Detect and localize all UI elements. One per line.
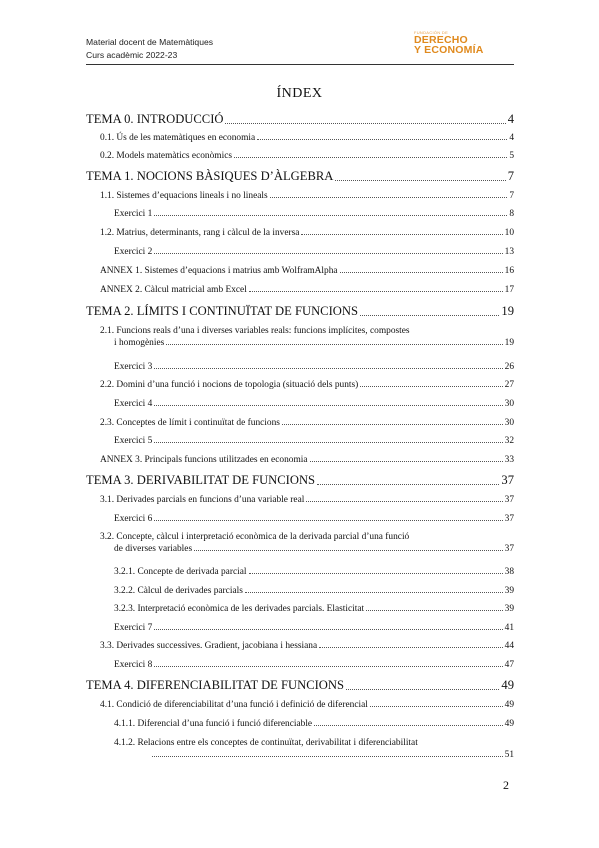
toc-entry-title: 3.3. Derivades successives. Gradient, jacobiana i hessiana <box>100 641 318 651</box>
toc-leader <box>319 647 503 648</box>
toc-leader <box>154 368 502 369</box>
header-course-title: Material docent de Matemàtiques <box>86 37 214 47</box>
toc-leader <box>310 461 503 462</box>
toc-entry[interactable] <box>86 285 514 295</box>
toc-entry-title: TEMA 3. DERIVABILITAT DE FUNCIONS <box>86 473 316 487</box>
toc-entry[interactable] <box>86 495 514 505</box>
toc-entry[interactable] <box>86 455 514 465</box>
toc-leader <box>154 666 502 667</box>
toc-leader <box>317 484 499 485</box>
toc-entry[interactable] <box>86 247 514 257</box>
document-header <box>86 36 213 62</box>
logo-line-1: DERECHO <box>414 34 468 46</box>
index-title: ÍNDEX <box>276 86 323 101</box>
toc-entry-page: 16 <box>504 266 514 276</box>
toc-entry-page: 37 <box>501 473 514 487</box>
toc-entry-page: 30 <box>504 418 514 428</box>
toc-leader <box>270 197 508 198</box>
toc-entry-title: 3.2.3. Interpretació econòmica de les derivades parcials. Elasticitat <box>114 604 365 614</box>
toc-entry-page: 30 <box>504 399 514 409</box>
toc-entry-title: Exercici 6 <box>114 514 153 524</box>
toc-entry-page: 10 <box>504 228 514 238</box>
toc-entry-page: 19 <box>504 338 514 348</box>
toc-leader <box>346 689 499 690</box>
toc-entry-title: 3.2. Concepte, càlcul i interpretació econòmica de la derivada parcial d’una funció <box>100 532 410 542</box>
toc-leader <box>249 573 503 574</box>
toc-entry-title: Exercici 3 <box>114 362 153 372</box>
toc-entry-title: Exercici 8 <box>114 660 153 670</box>
toc-entry[interactable] <box>86 473 514 488</box>
toc-entry[interactable] <box>86 660 514 670</box>
toc-entry[interactable] <box>86 399 514 409</box>
toc-entry-page: 33 <box>504 455 514 465</box>
toc-entry-title: 0.1. Ús de les matemàtiques en economia <box>100 133 256 143</box>
toc-entry[interactable] <box>86 641 514 651</box>
header-rule <box>86 64 514 65</box>
toc-entry[interactable] <box>86 678 514 693</box>
toc-entry-title: TEMA 0. INTRODUCCIÓ <box>86 112 224 126</box>
toc-entry-page: 19 <box>501 304 514 318</box>
toc-entry-title: 3.1. Derivades parcials en funcions d’una variable real <box>100 495 305 505</box>
toc-entry[interactable] <box>86 304 514 319</box>
toc-entry-title: Exercici 4 <box>114 399 153 409</box>
toc-entry[interactable] <box>86 623 514 633</box>
toc-leader <box>306 501 502 502</box>
toc-entry-title: 1.2. Matrius, determinants, rang i càlcul de la inversa <box>100 228 300 238</box>
toc-entry-page: 49 <box>501 678 514 692</box>
header-academic-year: Curs acadèmic 2022-23 <box>86 50 178 60</box>
toc-entry-title: ANNEX 3. Principals funcions utilitzades en economia <box>100 455 308 465</box>
toc-entry[interactable] <box>86 436 514 446</box>
toc-leader <box>249 291 503 292</box>
toc-entry-title: 4.1. Condició de diferenciabilitat d’una funció i definició de diferencial <box>100 700 368 710</box>
toc-leader <box>360 315 499 316</box>
toc-entry-title: Exercici 2 <box>114 247 153 257</box>
toc-entry[interactable] <box>86 191 514 201</box>
toc-entry[interactable] <box>86 380 514 390</box>
toc-leader <box>154 215 507 216</box>
toc-entry-title: 0.2. Models matemàtics econòmics <box>100 151 233 161</box>
toc-entry-page: 37 <box>504 514 514 524</box>
toc-entry[interactable] <box>86 586 514 596</box>
toc-entry-continuation <box>86 544 514 554</box>
toc-entry[interactable] <box>86 326 514 346</box>
toc-leader <box>152 756 503 757</box>
toc-leader <box>360 386 502 387</box>
toc-entry[interactable] <box>86 418 514 428</box>
toc-entry-title: ANNEX 1. Sistemes d’equacions i matrius amb WolframAlpha <box>100 266 338 276</box>
toc-entry-title: Exercici 1 <box>114 209 153 219</box>
page-number: 2 <box>503 778 509 792</box>
toc-entry-page: 39 <box>504 586 514 596</box>
toc-entry-page: 17 <box>504 285 514 295</box>
toc-entry-page: 5 <box>509 151 514 161</box>
toc-entry-page: 7 <box>509 191 514 201</box>
toc-entry-title: TEMA 1. NOCIONS BÀSIQUES D’ÀLGEBRA <box>86 169 334 183</box>
toc-entry-title: TEMA 2. LÍMITS I CONTINUÏTAT DE FUNCIONS <box>86 304 358 318</box>
toc-entry[interactable] <box>86 719 514 729</box>
toc-entry[interactable] <box>86 532 514 552</box>
logo-line-2: Y ECONOMÍA <box>414 44 484 56</box>
toc-leader <box>282 424 503 425</box>
toc-entry-page: 7 <box>507 169 514 183</box>
toc-leader <box>234 157 507 158</box>
toc-entry-title-cont: i homogènies <box>114 338 165 348</box>
toc-entry-title-cont: de diverses variables <box>114 544 193 554</box>
toc-entry-title: 2.1. Funcions reals d’una i diverses variables reals: funcions implícites, compostes <box>100 326 410 336</box>
toc-entry-title: 2.3. Conceptes de límit i continuïtat de funcions <box>100 418 280 428</box>
toc-leader <box>314 725 503 726</box>
toc-entry-page: 32 <box>504 436 514 446</box>
toc-entry[interactable] <box>86 209 514 219</box>
toc-entry[interactable] <box>86 567 514 577</box>
toc-entry[interactable] <box>86 362 514 372</box>
toc-entry[interactable] <box>86 133 514 143</box>
toc-leader <box>154 629 502 630</box>
toc-entry-title: 3.2.2. Càlcul de derivades parcials <box>114 586 243 596</box>
toc-leader <box>370 706 503 707</box>
toc-entry-page: 26 <box>504 362 514 372</box>
toc-entry-page: 41 <box>504 623 514 633</box>
toc-entry-page: 8 <box>509 209 514 219</box>
toc-entry[interactable] <box>86 151 514 161</box>
toc-entry-page: 39 <box>504 604 514 614</box>
toc-entry[interactable] <box>86 738 514 758</box>
toc-entry-page: 47 <box>504 660 514 670</box>
toc-leader <box>301 234 502 235</box>
toc-entry[interactable] <box>86 514 514 524</box>
toc-entry-page: 49 <box>504 700 514 710</box>
toc-leader <box>245 592 503 593</box>
foundation-logo <box>414 30 483 55</box>
toc-entry[interactable] <box>86 228 514 238</box>
toc-leader <box>166 344 502 345</box>
toc-entry-title: 2.2. Domini d’una funció i nocions de topologia (situació dels punts) <box>100 380 359 390</box>
toc-entry[interactable] <box>86 700 514 710</box>
toc-entry-title: ANNEX 2. Càlcul matricial amb Excel <box>100 285 247 295</box>
toc-entry-page: 51 <box>504 750 514 760</box>
toc-leader <box>335 180 505 181</box>
toc-entry-page: 27 <box>504 380 514 390</box>
toc-entry-title: Exercici 5 <box>114 436 153 446</box>
toc-leader <box>340 272 503 273</box>
toc-leader <box>366 610 502 611</box>
toc-leader <box>194 550 503 551</box>
toc-entry-title: 3.2.1. Concepte de derivada parcial <box>114 567 247 577</box>
toc-entry-continuation <box>86 750 514 760</box>
toc-leader <box>257 139 507 140</box>
toc-leader <box>154 405 502 406</box>
toc-entry-page: 4 <box>507 112 514 126</box>
toc-leader <box>225 123 505 124</box>
toc-entry-page: 44 <box>504 641 514 651</box>
toc-entry-continuation <box>86 338 514 348</box>
toc-entry-title: 4.1.2. Relacions entre els conceptes de continuïtat, derivabilitat i diferenciabilitat <box>114 738 418 748</box>
toc-leader <box>154 520 502 521</box>
toc-entry[interactable] <box>86 266 514 276</box>
toc-entry-page: 4 <box>509 133 514 143</box>
toc-entry-title: 4.1.1. Diferencial d’una funció i funció diferenciable <box>114 719 313 729</box>
toc-entry[interactable] <box>86 169 514 184</box>
toc-entry-title: Exercici 7 <box>114 623 153 633</box>
toc-entry-page: 37 <box>504 495 514 505</box>
toc-leader <box>154 442 502 443</box>
toc-entry-page: 13 <box>504 247 514 257</box>
toc-entry-page: 49 <box>504 719 514 729</box>
toc-entry-page: 37 <box>504 544 514 554</box>
toc-entry-title: 1.1. Sistemes d’equacions lineals i no lineals <box>100 191 268 201</box>
toc-entry[interactable] <box>86 604 514 614</box>
toc-entry[interactable] <box>86 112 514 127</box>
toc-leader <box>154 253 502 254</box>
logo-small-text: FUNDACIÓN DE <box>414 30 449 35</box>
toc-entry-page: 38 <box>504 567 514 577</box>
toc-entry-title: TEMA 4. DIFERENCIABILITAT DE FUNCIONS <box>86 678 344 692</box>
